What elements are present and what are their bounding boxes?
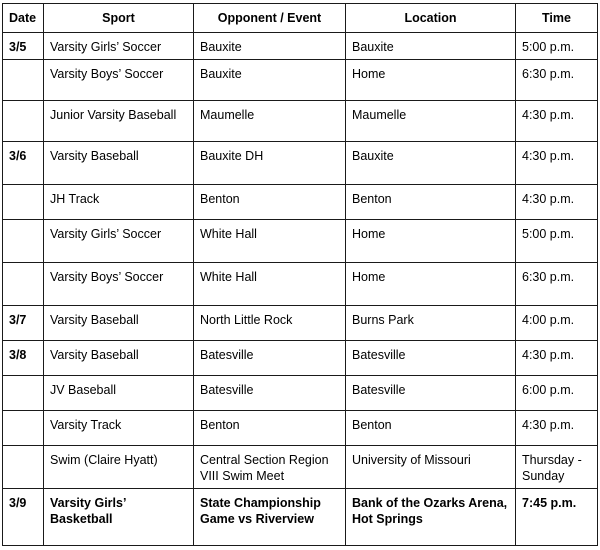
- opponent-cell: Bauxite: [194, 33, 346, 60]
- time-cell: 4:30 p.m.: [516, 101, 598, 142]
- location-cell: Home: [346, 220, 516, 263]
- time-cell: 4:30 p.m.: [516, 341, 598, 376]
- sport-cell: Varsity Girls’ Basketball: [44, 489, 194, 546]
- sport-cell: Varsity Boys’ Soccer: [44, 263, 194, 306]
- location-cell: Batesville: [346, 376, 516, 411]
- date-cell: [3, 411, 44, 446]
- table-row: [3, 446, 598, 489]
- time-cell: 6:30 p.m.: [516, 60, 598, 101]
- location-cell: Benton: [346, 185, 516, 220]
- header-location: Location: [346, 4, 516, 33]
- location-cell: Bank of the Ozarks Arena, Hot Springs: [346, 489, 516, 546]
- date-cell: 3/5: [3, 33, 44, 60]
- date-cell: [3, 446, 44, 489]
- sport-cell: Varsity Track: [44, 411, 194, 446]
- table-row: [3, 411, 598, 446]
- header-row: [3, 4, 598, 33]
- header-date: Date: [3, 4, 44, 33]
- opponent-cell: Maumelle: [194, 101, 346, 142]
- date-cell: [3, 60, 44, 101]
- location-cell: Bauxite: [346, 142, 516, 185]
- location-cell: Bauxite: [346, 33, 516, 60]
- location-cell: Burns Park: [346, 306, 516, 341]
- opponent-cell: Bauxite: [194, 60, 346, 101]
- location-cell: Batesville: [346, 341, 516, 376]
- opponent-cell: Benton: [194, 185, 346, 220]
- sport-cell: Varsity Baseball: [44, 341, 194, 376]
- sport-cell: Varsity Girls’ Soccer: [44, 33, 194, 60]
- opponent-cell: North Little Rock: [194, 306, 346, 341]
- date-cell: [3, 101, 44, 142]
- opponent-cell: Central Section Region VIII Swim Meet: [194, 446, 346, 489]
- opponent-cell: Batesville: [194, 341, 346, 376]
- sport-cell: Varsity Baseball: [44, 142, 194, 185]
- location-cell: University of Missouri: [346, 446, 516, 489]
- location-cell: Benton: [346, 411, 516, 446]
- time-cell: 7:45 p.m.: [516, 489, 598, 546]
- time-cell: 5:00 p.m.: [516, 220, 598, 263]
- table-row: [3, 142, 598, 185]
- sport-cell: Varsity Baseball: [44, 306, 194, 341]
- date-cell: [3, 376, 44, 411]
- table-row: [3, 263, 598, 306]
- opponent-cell: White Hall: [194, 220, 346, 263]
- table-row: [3, 101, 598, 142]
- header-opponent: Opponent / Event: [194, 4, 346, 33]
- time-cell: 4:00 p.m.: [516, 306, 598, 341]
- sport-cell: Swim (Claire Hyatt): [44, 446, 194, 489]
- time-cell: 6:30 p.m.: [516, 263, 598, 306]
- table-row: [3, 33, 598, 60]
- time-cell: 5:00 p.m.: [516, 33, 598, 60]
- table-row: [3, 341, 598, 376]
- header-time: Time: [516, 4, 598, 33]
- time-cell: 4:30 p.m.: [516, 185, 598, 220]
- schedule-body: [3, 33, 598, 546]
- sport-cell: Varsity Boys’ Soccer: [44, 60, 194, 101]
- date-cell: 3/8: [3, 341, 44, 376]
- opponent-cell: White Hall: [194, 263, 346, 306]
- schedule-table: [2, 3, 598, 546]
- location-cell: Home: [346, 263, 516, 306]
- location-cell: Maumelle: [346, 101, 516, 142]
- time-cell: 6:00 p.m.: [516, 376, 598, 411]
- opponent-cell: State Championship Game vs Riverview: [194, 489, 346, 546]
- sport-cell: Varsity Girls’ Soccer: [44, 220, 194, 263]
- date-cell: 3/9: [3, 489, 44, 546]
- opponent-cell: Bauxite DH: [194, 142, 346, 185]
- table-row: [3, 376, 598, 411]
- table-row: [3, 306, 598, 341]
- table-row: [3, 489, 598, 546]
- opponent-cell: Benton: [194, 411, 346, 446]
- opponent-cell: Batesville: [194, 376, 346, 411]
- header-sport: Sport: [44, 4, 194, 33]
- table-row: [3, 185, 598, 220]
- time-cell: 4:30 p.m.: [516, 411, 598, 446]
- sport-cell: Junior Varsity Baseball: [44, 101, 194, 142]
- sport-cell: JH Track: [44, 185, 194, 220]
- location-cell: Home: [346, 60, 516, 101]
- date-cell: [3, 263, 44, 306]
- date-cell: [3, 185, 44, 220]
- sport-cell: JV Baseball: [44, 376, 194, 411]
- time-cell: 4:30 p.m.: [516, 142, 598, 185]
- date-cell: 3/6: [3, 142, 44, 185]
- table-row: [3, 60, 598, 101]
- date-cell: 3/7: [3, 306, 44, 341]
- time-cell: Thursday - Sunday: [516, 446, 598, 489]
- date-cell: [3, 220, 44, 263]
- table-row: [3, 220, 598, 263]
